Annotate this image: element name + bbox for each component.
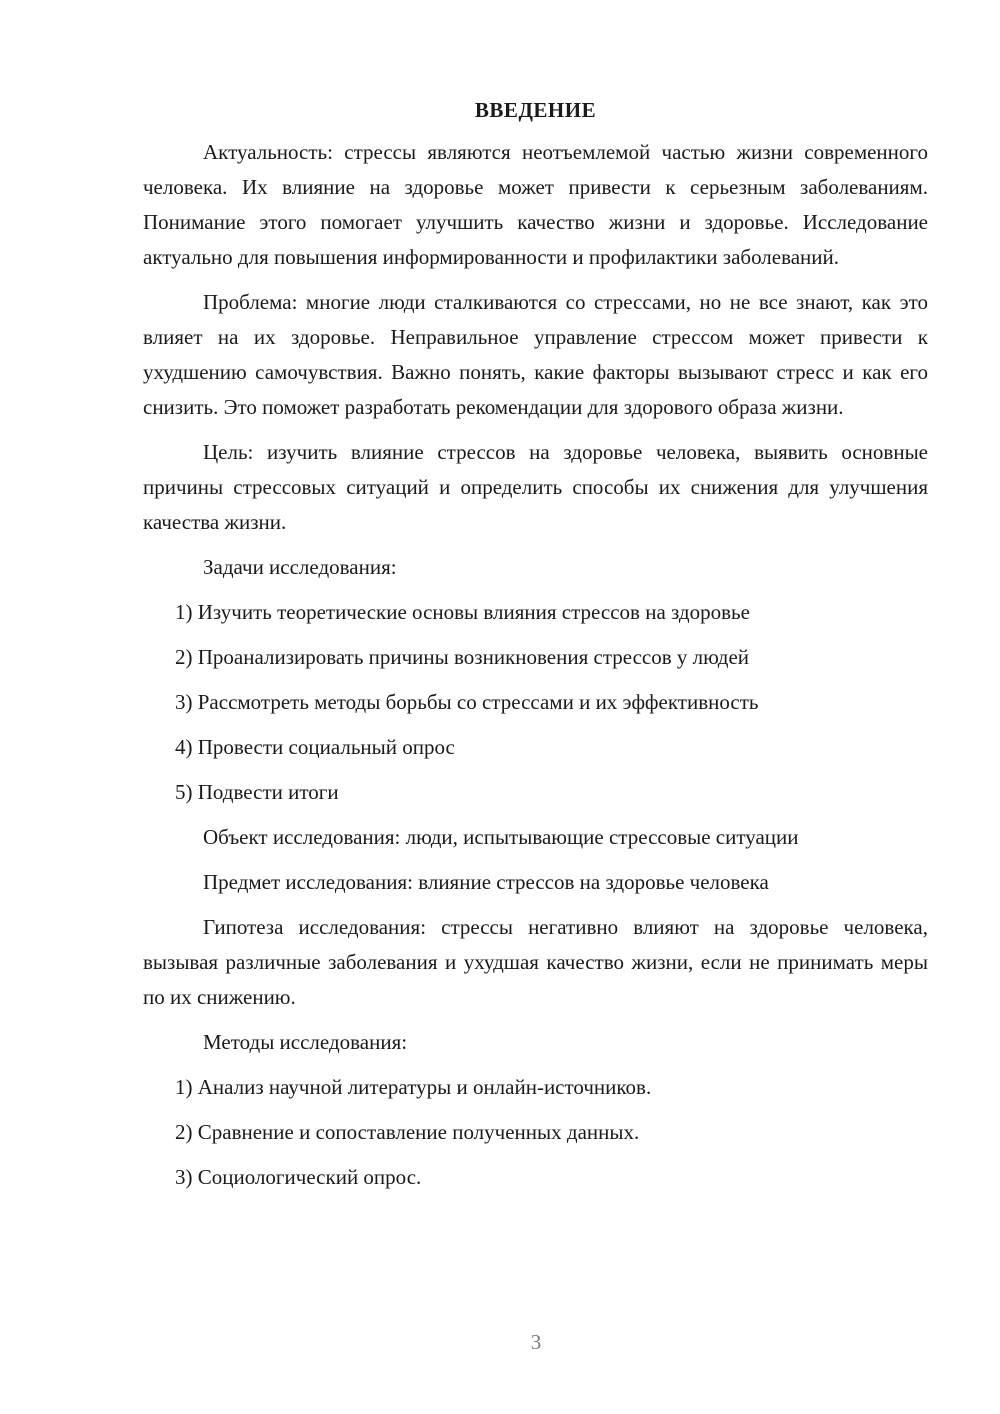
page-number: 3 xyxy=(530,1330,542,1354)
problem-paragraph: Проблема: многие люди сталкиваются со стрессами, но не все знают, как это влияет на их здоровье. Неправильное управление стрессом может привести к ухудшению самочувствия. Важно понять, какие факторы вызывают стресс и как его снизить. Это поможет разработать рекомендации для здорового образа жизни. xyxy=(143,290,928,419)
task-item: 1) Изучить теоретические основы влияния стрессов на здоровье xyxy=(175,600,750,624)
task-item: 2) Проанализировать причины возникновения стрессов у людей xyxy=(175,645,750,669)
subject-line: Предмет исследования: влияние стрессов на здоровье человека xyxy=(203,870,769,894)
document-page xyxy=(143,95,928,1205)
methods-heading: Методы исследования: xyxy=(203,1030,408,1054)
hypothesis-paragraph: Гипотеза исследования: стрессы негативно влияют на здоровье человека, вызывая различные заболевания и ухудшая качество жизни, если не принимать меры по их снижению. xyxy=(143,915,928,1009)
page-title: ВВЕДЕНИЕ xyxy=(474,98,597,122)
goal-paragraph: Цель: изучить влияние стрессов на здоровье человека, выявить основные причины стрессовых ситуаций и определить способы их снижения для улучшения качества жизни. xyxy=(143,440,928,534)
task-item: 5) Подвести итоги xyxy=(175,780,339,804)
method-item: 2) Сравнение и сопоставление полученных данных. xyxy=(175,1120,640,1144)
task-item: 3) Рассмотреть методы борьбы со стрессами и их эффективность xyxy=(175,690,759,714)
object-line: Объект исследования: люди, испытывающие стрессовые ситуации xyxy=(203,825,799,849)
task-item: 4) Провести социальный опрос xyxy=(175,735,455,759)
method-item: 3) Социологический опрос. xyxy=(175,1165,422,1189)
method-item: 1) Анализ научной литературы и онлайн-источников. xyxy=(175,1075,652,1099)
tasks-heading: Задачи исследования: xyxy=(203,555,397,579)
relevance-paragraph: Актуальность: стрессы являются неотъемлемой частью жизни современного человека. Их влияние на здоровье может привести к серьезным заболеваниям. Понимание этого помогает улучшить качество жизни и здоровье. Исследование актуально для повышения информированности и профилактики заболеваний. xyxy=(143,140,928,269)
